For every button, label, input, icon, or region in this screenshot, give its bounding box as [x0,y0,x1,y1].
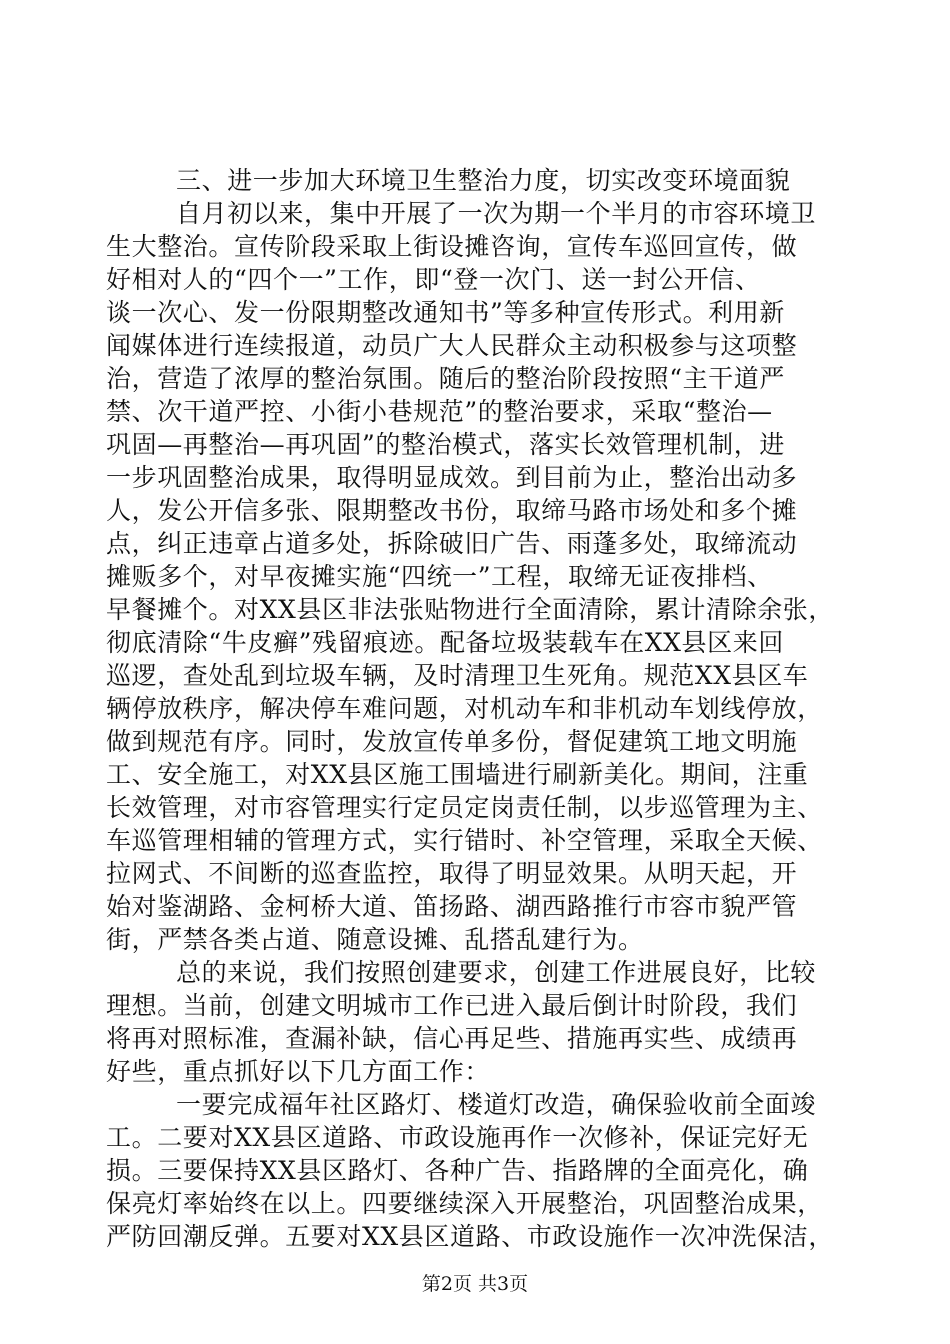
paragraph-line: 好相对人的“四个一”工作，即“登一次门、送一封公开信、 [106,265,761,294]
paragraph-line: 禁、次干道严控、小街小巷规范”的整治要求，采取“整治— [106,397,773,426]
paragraph-line: 好些，重点抓好以下几方面工作： [106,1057,491,1086]
paragraph-line: 将再对照标准，查漏补缺，信心再足些、措施再实些、成绩再 [106,1024,798,1053]
paragraph-line: 始对鉴湖路、金柯桥大道、笛扬路、湖西路推行市容市貌严管 [106,892,798,921]
paragraph-line: 保亮灯率始终在以上。四要继续深入开展整治，巩固整治成果， [106,1189,823,1218]
page-footer: 第2页 共3页 [421,1273,529,1295]
paragraph-line: 严防回潮反弹。五要对XX县区道路、市政设施作一次冲洗保洁， [106,1222,834,1251]
section-heading: 三、进一步加大环境卫生整治力度，切实改变环境面貌 [176,166,791,195]
paragraph-line: 长效管理，对市容管理实行定员定岗责任制，以步巡管理为主、 [106,793,823,822]
document-body [106,164,846,1253]
paragraph-line: 损。三要保持XX县区路灯、各种广告、指路牌的全面亮化，确 [106,1156,809,1185]
paragraph-line: 自月初以来，集中开展了一次为期一个半月的市容环境卫 [176,199,817,228]
paragraph-line: 点，纠正违章占道多处，拆除破旧广告、雨蓬多处，取缔流动 [106,529,798,558]
paragraph-line: 治，营造了浓厚的整治氛围。随后的整治阶段按照“主干道严 [106,364,785,393]
paragraph-line: 巩固—再整治—再巩固”的整治模式，落实长效管理机制，进 [106,430,785,459]
paragraph-line: 闻媒体进行连续报道，动员广大人民群众主动积极参与这项整 [106,331,798,360]
paragraph-line: 人，发公开信多张、限期整改书份，取缔马路市场处和多个摊 [106,496,798,525]
paragraph-line: 巡逻，查处乱到垃圾车辆，及时清理卫生死角。规范XX县区车 [106,661,809,690]
paragraph-line: 总的来说，我们按照创建要求，创建工作进展良好，比较 [176,958,817,987]
paragraph-line: 彻底清除“牛皮癣”残留痕迹。配备垃圾装载车在XX县区来回 [106,628,784,657]
paragraph-line: 一要完成福年社区路灯、楼道灯改造，确保验收前全面竣 [176,1090,817,1119]
paragraph-line: 摊贩多个，对早夜摊实施“四统一”工程，取缔无证夜排档、 [106,562,773,591]
paragraph-line: 谈一次心、发一份限期整改通知书”等多种宣传形式。利用新 [106,298,785,327]
paragraph-line: 生大整治。宣传阶段采取上街设摊咨询，宣传车巡回宣传，做 [106,232,798,261]
paragraph-line: 早餐摊个。对XX县区非法张贴物进行全面清除，累计清除余张， [106,595,834,624]
paragraph-line: 车巡管理相辅的管理方式，实行错时、补空管理，采取全天候、 [106,826,823,855]
paragraph-line: 街，严禁各类占道、随意设摊、乱搭乱建行为。 [106,925,644,954]
paragraph-line: 辆停放秩序，解决停车难问题，对机动车和非机动车划线停放， [106,694,823,723]
paragraph-line: 工、安全施工，对XX县区施工围墙进行刷新美化。期间，注重 [106,760,809,789]
paragraph-line: 一步巩固整治成果，取得明显成效。到目前为止，整治出动多 [106,463,798,492]
paragraph-line: 拉网式、不间断的巡查监控，取得了明显效果。从明天起，开 [106,859,798,888]
paragraph-line: 工。二要对XX县区道路、市政设施再作一次修补，保证完好无 [106,1123,809,1152]
paragraph-line: 做到规范有序。同时，发放宣传单多份，督促建筑工地文明施 [106,727,798,756]
paragraph-line: 理想。当前，创建文明城市工作已进入最后倒计时阶段，我们 [106,991,798,1020]
